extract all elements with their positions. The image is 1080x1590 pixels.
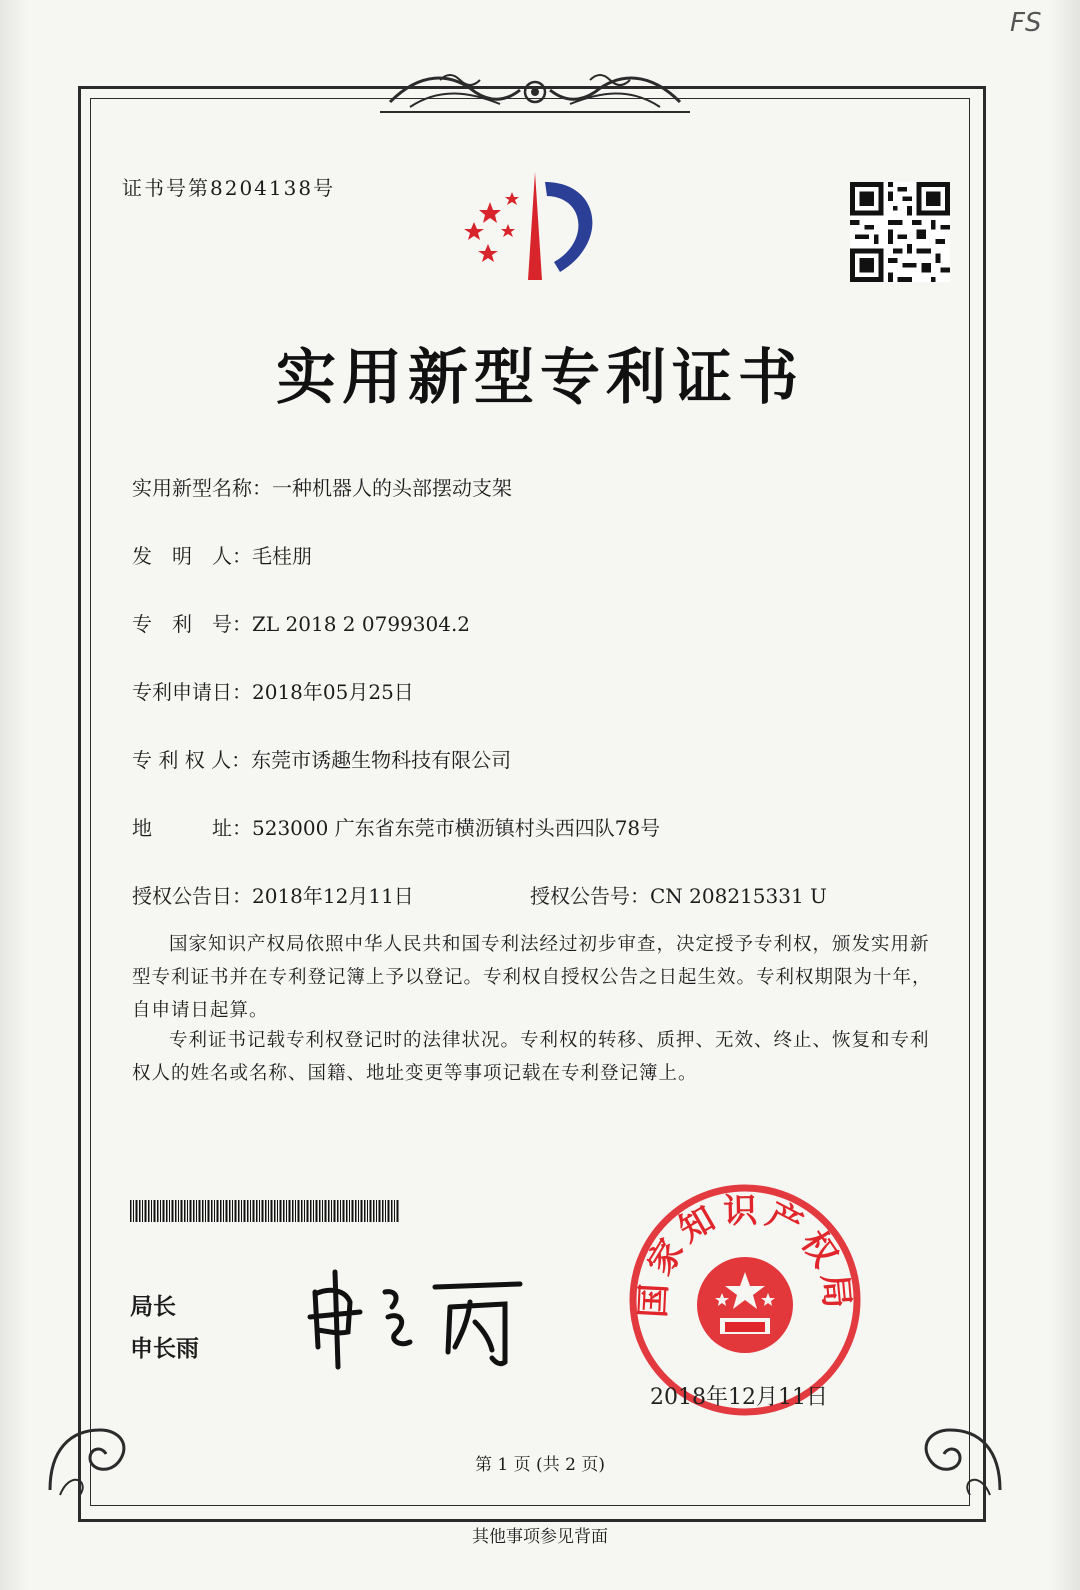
field-label: 发 明 人： xyxy=(132,544,252,568)
field-label: 专利申请日： xyxy=(132,680,252,704)
certificate-title: 实用新型专利证书 xyxy=(276,343,804,413)
field-value: 一种机器人的头部摆动支架 xyxy=(272,476,512,500)
handwritten-mark: FS xyxy=(1010,8,1042,38)
field-filing-date xyxy=(132,676,414,705)
barcode-icon xyxy=(130,1200,400,1222)
field-patentee xyxy=(132,744,511,773)
director-name: 申长雨 xyxy=(130,1336,199,1362)
field-label: 实用新型名称： xyxy=(132,476,272,500)
field-value: ZL 2018 2 0799304.2 xyxy=(252,612,471,636)
field-label: 专 利 权 人： xyxy=(132,748,252,772)
field-value: 毛桂朋 xyxy=(252,544,312,568)
top-ornament-icon xyxy=(380,62,690,120)
page-number: 第 1 页 (共 2 页) xyxy=(475,1455,605,1475)
field-label: 专 利 号： xyxy=(132,612,252,636)
field-patent-number xyxy=(132,608,470,637)
field-value: 523000 广东省东莞市横沥镇村头西四队78号 xyxy=(252,816,661,840)
field-value: 东莞市诱趣生物科技有限公司 xyxy=(251,748,512,772)
body-paragraph-2: 专利证书记载专利权登记时的法律状况。专利权的转移、质押、无效、终止、恢复和专利权人的姓名或名称、国籍、地址变更等事项记载在专利登记簿上。 xyxy=(132,1030,930,1084)
field-value: CN 208215331 U xyxy=(650,884,827,908)
field-label: 授权公告日： xyxy=(132,884,252,908)
seal-date: 2018年12月11日 xyxy=(650,1385,828,1410)
field-value: 2018年05月25日 xyxy=(252,680,414,704)
field-grant-number xyxy=(530,880,827,909)
field-label: 地 址： xyxy=(132,816,252,840)
field-label: 授权公告号： xyxy=(530,884,650,908)
cnipa-logo-icon xyxy=(450,162,620,292)
field-value: 2018年12月11日 xyxy=(252,884,414,908)
body-paragraph-1: 国家知识产权局依照中华人民共和国专利法经过初步审查，决定授予专利权，颁发实用新型专利证书并在专利登记簿上予以登记。专利权自授权公告之日起生效。专利权期限为十年，自申请日起算。 xyxy=(132,934,932,1021)
field-address xyxy=(132,812,660,841)
field-inventor xyxy=(132,540,312,569)
footer-note: 其他事项参见背面 xyxy=(472,1527,608,1547)
director-title: 局长 xyxy=(130,1294,176,1320)
field-grant-date xyxy=(132,880,414,909)
director-signature-icon xyxy=(300,1262,540,1372)
svg-text:国家知识产权局: 国家知识产权局 xyxy=(633,1190,858,1319)
field-utility-model-name xyxy=(132,472,512,501)
certificate-number: 证书号第8204138号 xyxy=(122,176,336,200)
qr-code-icon xyxy=(850,182,950,282)
